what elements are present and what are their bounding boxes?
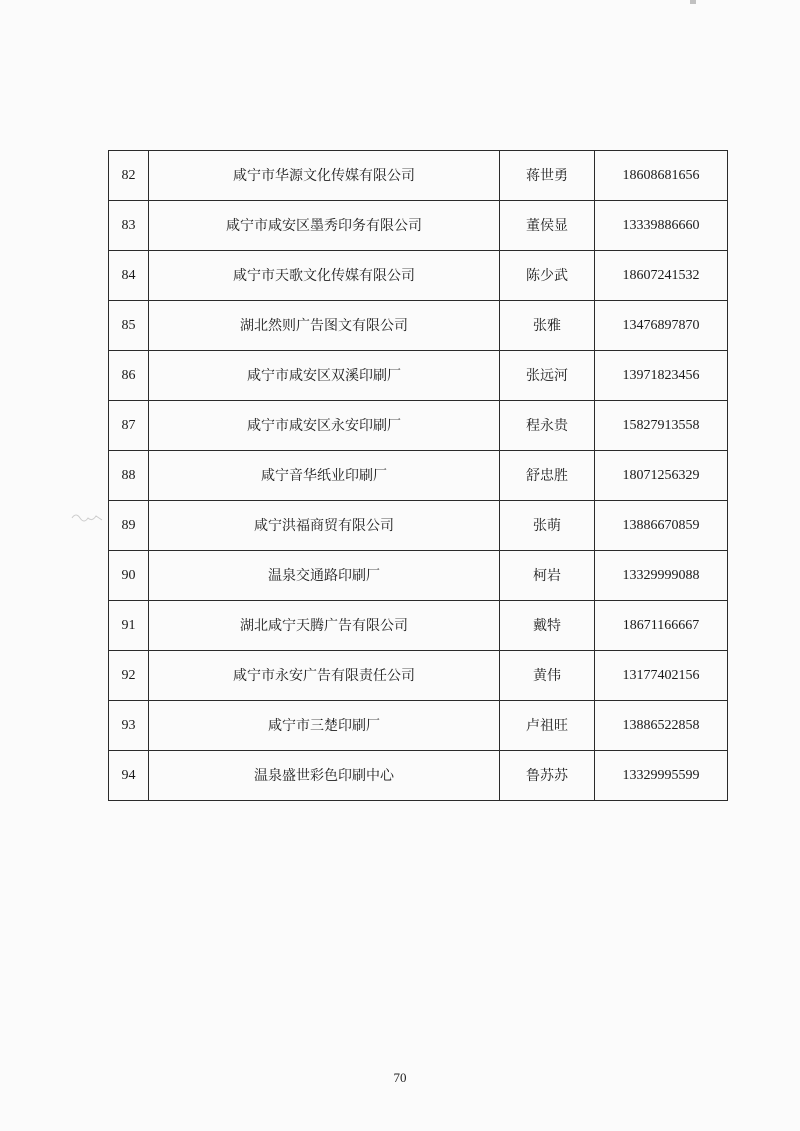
company-name: 咸宁市三楚印刷厂 — [149, 701, 500, 751]
contact-person: 戴特 — [500, 601, 595, 651]
table-row — [109, 751, 728, 801]
company-name: 咸宁市咸安区双溪印刷厂 — [149, 351, 500, 401]
company-name: 咸宁音华纸业印刷厂 — [149, 451, 500, 501]
table-row — [109, 201, 728, 251]
phone-number: 18671166667 — [595, 601, 728, 651]
company-name: 咸宁市永安广告有限责任公司 — [149, 651, 500, 701]
phone-number: 13329995599 — [595, 751, 728, 801]
company-name: 咸宁市咸安区永安印刷厂 — [149, 401, 500, 451]
phone-number: 13971823456 — [595, 351, 728, 401]
contact-person: 张远河 — [500, 351, 595, 401]
contact-person: 董侯显 — [500, 201, 595, 251]
table-row — [109, 551, 728, 601]
company-name: 湖北咸宁天腾广告有限公司 — [149, 601, 500, 651]
phone-number: 13329999088 — [595, 551, 728, 601]
company-name: 温泉盛世彩色印刷中心 — [149, 751, 500, 801]
row-number: 89 — [109, 501, 149, 551]
row-number: 87 — [109, 401, 149, 451]
row-number: 93 — [109, 701, 149, 751]
row-number: 82 — [109, 151, 149, 201]
table-row — [109, 451, 728, 501]
company-name: 湖北然则广告图文有限公司 — [149, 301, 500, 351]
contact-person: 蒋世勇 — [500, 151, 595, 201]
contact-person: 程永贵 — [500, 401, 595, 451]
scan-speck — [690, 0, 696, 4]
table-row — [109, 401, 728, 451]
company-contact-table — [108, 150, 728, 801]
contact-person: 张萌 — [500, 501, 595, 551]
row-number: 88 — [109, 451, 149, 501]
contact-person: 鲁苏苏 — [500, 751, 595, 801]
contact-person: 张雅 — [500, 301, 595, 351]
row-number: 83 — [109, 201, 149, 251]
table-row — [109, 151, 728, 201]
contact-person: 卢祖旺 — [500, 701, 595, 751]
row-number: 85 — [109, 301, 149, 351]
phone-number: 13339886660 — [595, 201, 728, 251]
company-name: 咸宁市华源文化传媒有限公司 — [149, 151, 500, 201]
phone-number: 13886522858 — [595, 701, 728, 751]
phone-number: 15827913558 — [595, 401, 728, 451]
phone-number: 13886670859 — [595, 501, 728, 551]
phone-number: 18608681656 — [595, 151, 728, 201]
company-name: 咸宁市咸安区墨秀印务有限公司 — [149, 201, 500, 251]
table-row — [109, 651, 728, 701]
phone-number: 18607241532 — [595, 251, 728, 301]
table-row — [109, 501, 728, 551]
table-row — [109, 251, 728, 301]
contact-person: 舒忠胜 — [500, 451, 595, 501]
scan-pencil-mark — [70, 508, 104, 528]
company-name: 咸宁洪福商贸有限公司 — [149, 501, 500, 551]
table-row — [109, 701, 728, 751]
company-name: 咸宁市天歌文化传媒有限公司 — [149, 251, 500, 301]
company-name: 温泉交通路印刷厂 — [149, 551, 500, 601]
table-row — [109, 351, 728, 401]
row-number: 90 — [109, 551, 149, 601]
table-row — [109, 301, 728, 351]
contact-person: 陈少武 — [500, 251, 595, 301]
row-number: 94 — [109, 751, 149, 801]
row-number: 86 — [109, 351, 149, 401]
table-row — [109, 601, 728, 651]
page-number: 70 — [393, 1070, 407, 1085]
row-number: 84 — [109, 251, 149, 301]
contact-person: 黄伟 — [500, 651, 595, 701]
phone-number: 18071256329 — [595, 451, 728, 501]
table-body — [109, 151, 728, 801]
contact-person: 柯岩 — [500, 551, 595, 601]
row-number: 92 — [109, 651, 149, 701]
phone-number: 13476897870 — [595, 301, 728, 351]
row-number: 91 — [109, 601, 149, 651]
phone-number: 13177402156 — [595, 651, 728, 701]
